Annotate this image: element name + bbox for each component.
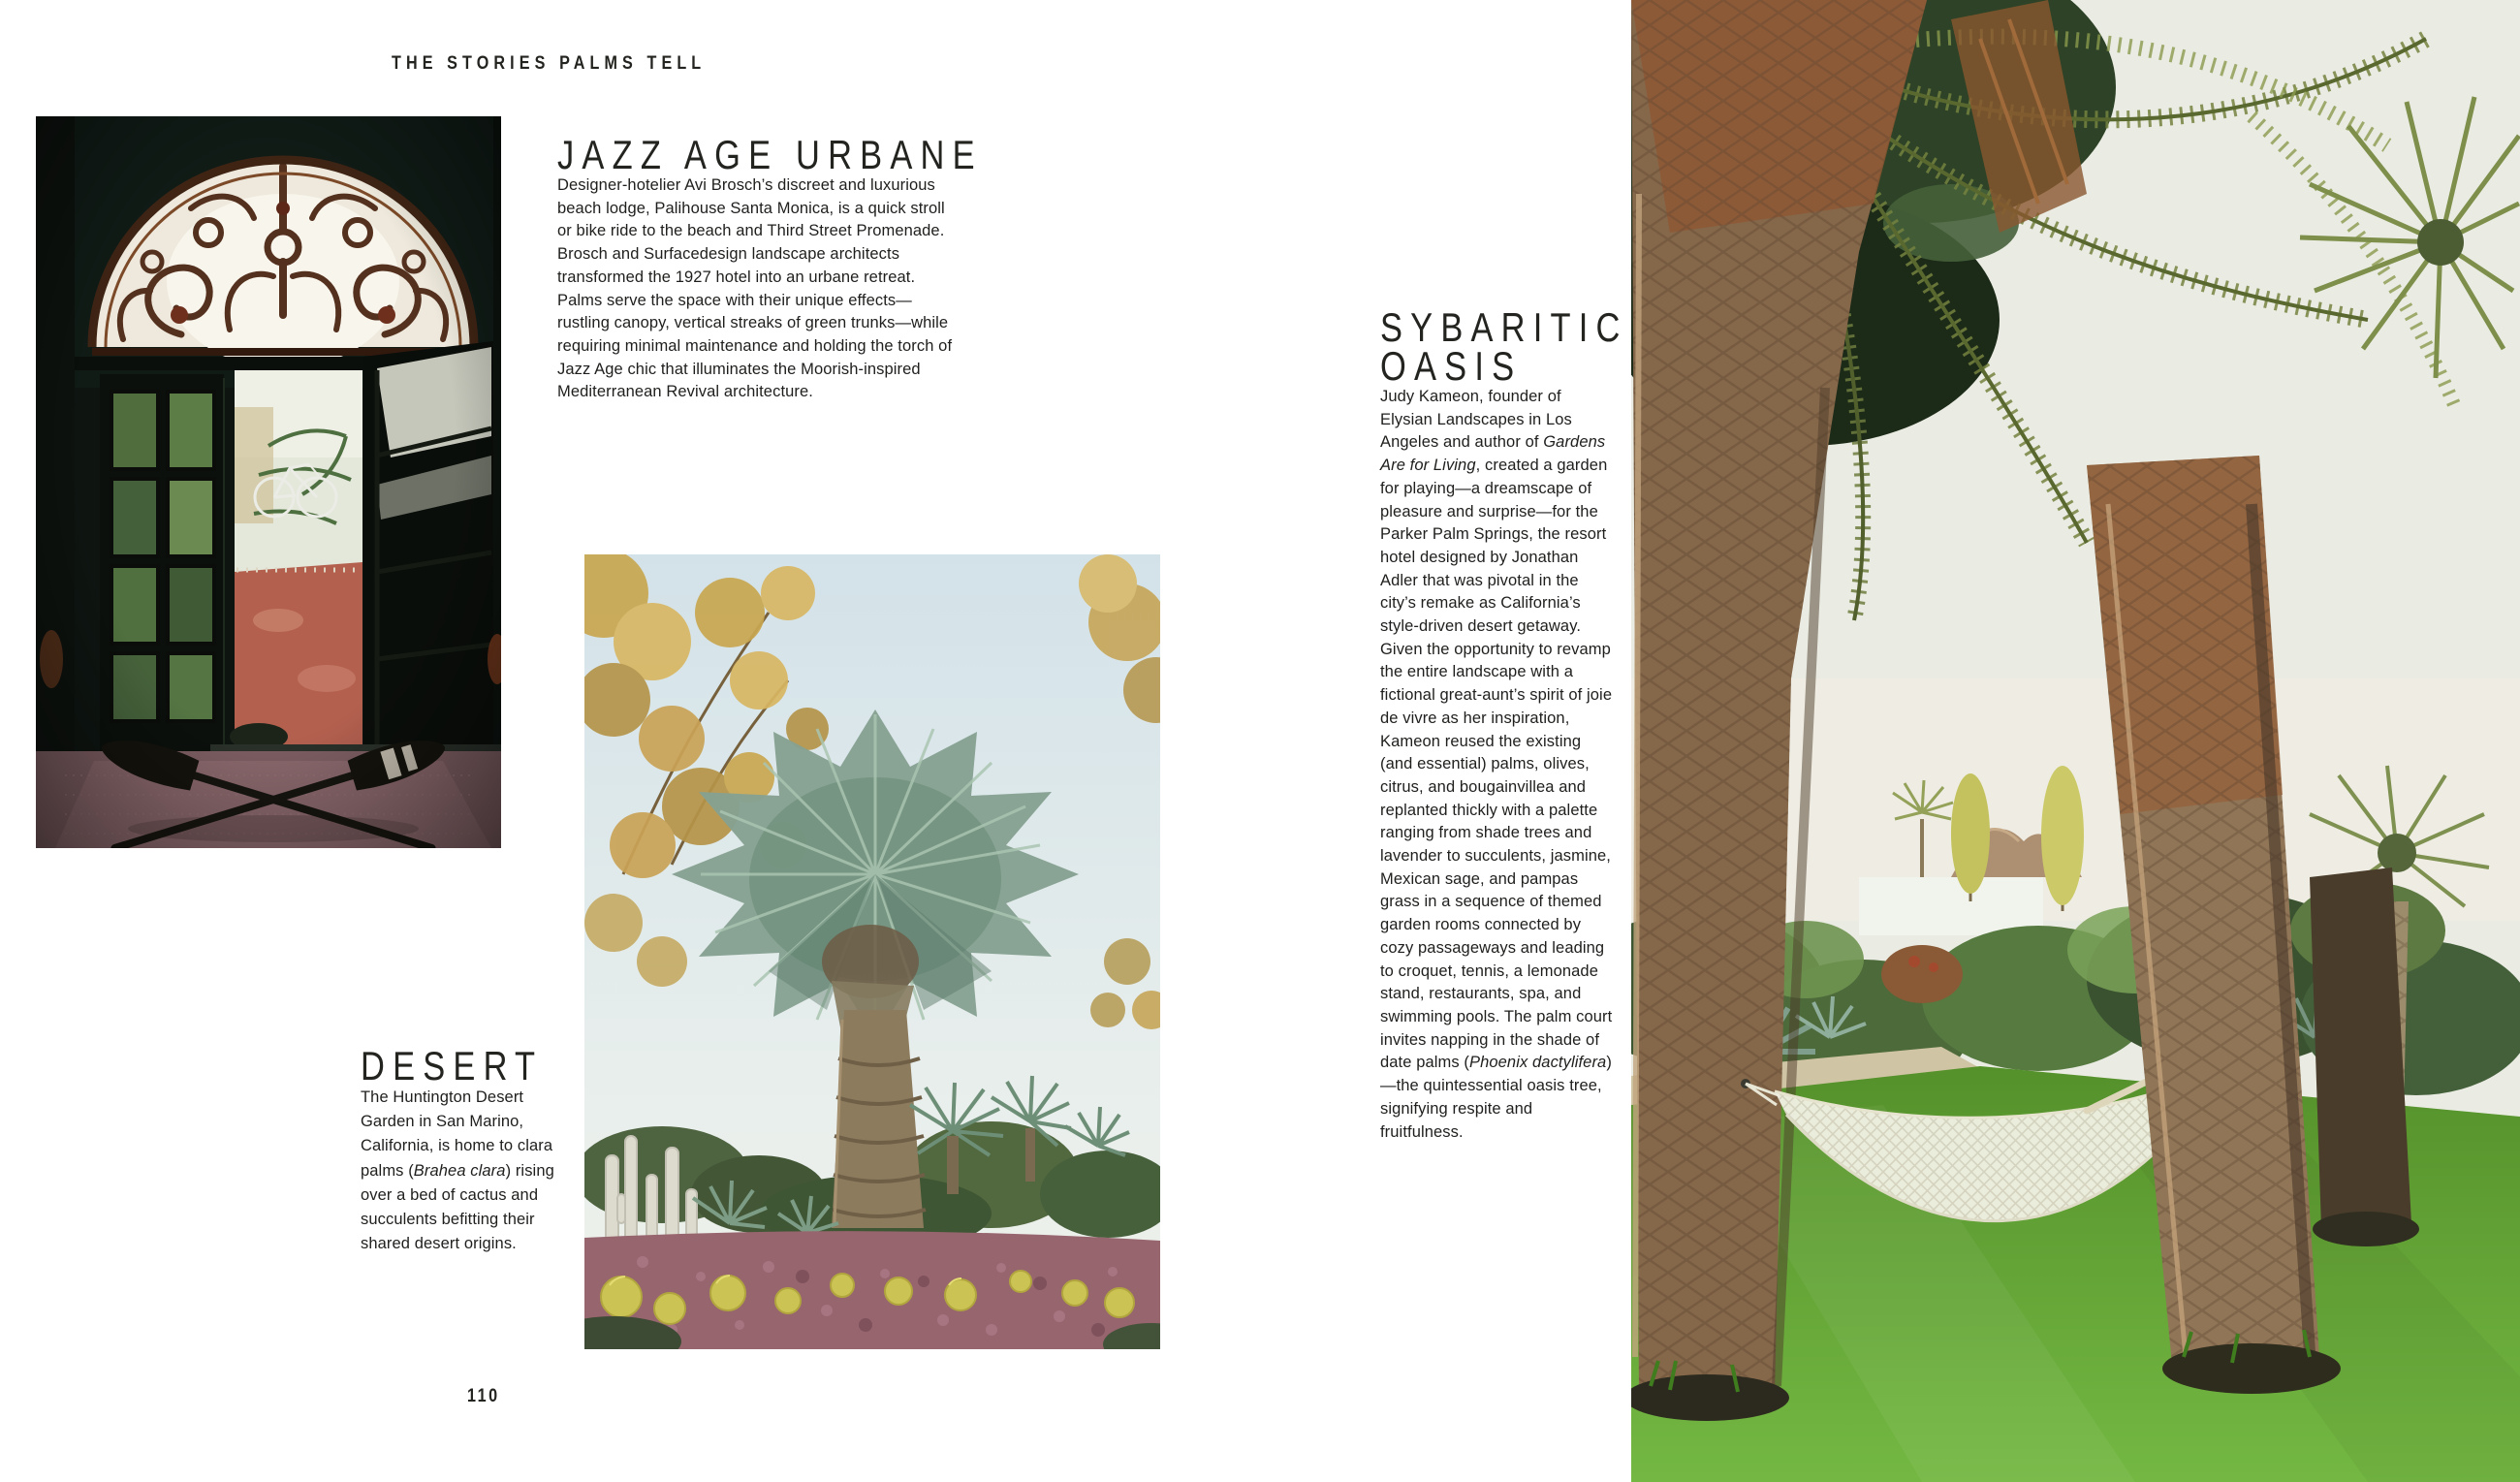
- section-heading: JAZZ AGE URBANE: [557, 132, 983, 177]
- doorway-photo-illustration: [36, 116, 501, 848]
- section-jazz-age-urbane: [557, 132, 983, 404]
- sybaritic-species-latin: Phoenix dactylifera: [1469, 1054, 1607, 1072]
- sybaritic-body-text: , created a garden for playing—a dreamscape of pleasure and surprise—for the Parker Palm Springs, the resort hotel designed by Jonathan Adler that was pivotal in the city’s remake as California’s style-driven desert getaway. Given the opportunity to revamp the entire landscape with a fictional great-aunt’s spirit of joie de vivre as her inspiration, Kameon reused the existing (and essential) palms, olives, citrus, and bougainvillea and replanted thickly with a palette ranging from shade trees and lavender to succulents, jasmine, Mexican sage, and pampas grass in a sequence of themed garden rooms connected by cozy passageways and leading to croquet, tennis, a lemonade stand, restaurants, spa, and swimming pools. The palm court invites napping in the shade of date palms (: [1380, 457, 1613, 1072]
- desert-body-text: The Huntington Desert Garden in San Marino, California, is home to clara palms (: [361, 1088, 553, 1180]
- section-body: [361, 1086, 556, 1256]
- page-number: 110: [467, 1386, 500, 1406]
- section-sybaritic-oasis: [1380, 304, 1628, 1144]
- section-heading: SYBARITIC OASIS: [1380, 304, 1628, 389]
- desert-garden-illustration: [584, 554, 1160, 1349]
- section-body: Designer-hotelier Avi Brosch’s discreet and luxurious beach lodge, Palihouse Santa Monica, is a quick stroll or bike ride to the beach and Third Street Promenade. Brosch and Surfacedesign landscape architects transformed the 1927 hotel into an urbane retreat. Palms serve the space with their unique effects—rustling canopy, vertical streaks of green trunks—while requiring minimal maintenance and holding the torch of Jazz Age chic that illuminates the Moorish-inspired Mediterranean Revival architecture.: [557, 176, 953, 401]
- desert-garden-photo: [584, 554, 1160, 1349]
- sybaritic-body-text: )—the quintessential oasis tree, signifying respite and fruitfulness.: [1380, 1054, 1612, 1141]
- section-heading: DESERT: [361, 1043, 544, 1088]
- palm-garden-illustration: [1631, 0, 2520, 1482]
- sybaritic-book-title: Gardens Are for Living: [1380, 433, 1606, 475]
- desert-species-latin: Brahea clara: [413, 1161, 506, 1180]
- palm-garden-photo: [1631, 0, 2520, 1482]
- doorway-photo: [36, 116, 501, 848]
- rust-shrub: [1881, 945, 1963, 1003]
- white-building: [1859, 877, 2043, 935]
- desert-body-text: ) rising over a bed of cactus and succulents befitting their shared desert origins.: [361, 1161, 554, 1253]
- sybaritic-body-text: Judy Kameon, founder of Elysian Landscapes in Los Angeles and author of: [1380, 388, 1572, 452]
- running-head: THE STORIES PALMS TELL: [392, 53, 707, 74]
- section-body: [1380, 386, 1613, 1144]
- section-desert: [361, 1043, 556, 1256]
